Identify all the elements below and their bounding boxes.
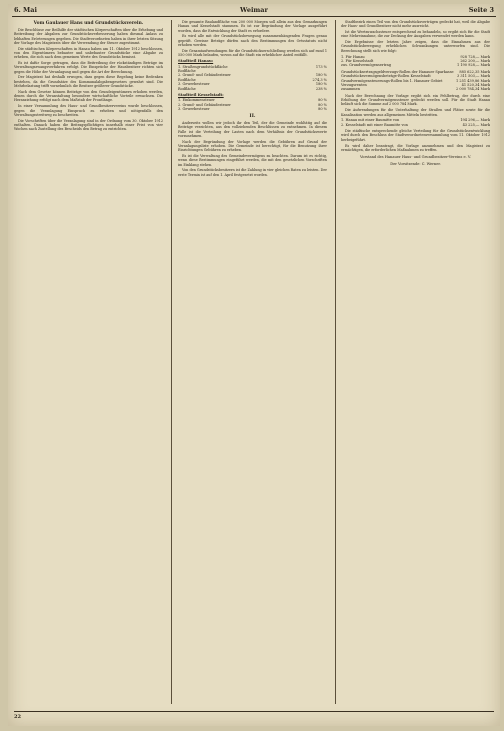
paragraph: Es ist dafür Sorge getragen, dass die Beitreibung der rückständigen Beträge im Verwaltungszwangsverfahren erfolgt. Die Einsprüche der Hausbesitzer richten sich gegen die Höhe der Veranlagung und gegen die Art der Berechnung. — [14, 61, 163, 74]
row-value: 80 % — [318, 107, 327, 112]
row-value: 274,3 % — [312, 77, 327, 82]
row-value: 2 000 784,34 Mark — [456, 87, 490, 92]
row-label: 1. Hanau mit einer Baumitte von — [341, 118, 400, 123]
column-divider — [171, 20, 172, 704]
page-footer — [14, 711, 494, 722]
paragraph: Der Magistrat hat deshalb erwogen, dass gegen diese Regelung keine Bedenken bestehen, da die Grundsätze des Kommunalabgabengesetzes gewahrt sind. Die Mehrbelastung trifft vornehmlich die Besitzer größerer Grundstücke. — [14, 75, 163, 89]
table-row — [341, 87, 490, 91]
column-2 — [178, 20, 327, 704]
row-label: Grundstücksvermögensbeträge-Rollen Kesselstadt — [341, 74, 431, 79]
table-row — [341, 123, 490, 127]
header-title: Weimar — [240, 6, 268, 14]
paragraph: Die Ergebnisse der letzten Jahre zeigen, dass die Einnahmen aus der Grundstücksbewegung erheblichen Schwankungen unterworfen sind. Die Berechnung stellt sich wie folgt: — [341, 40, 490, 53]
paragraph: Die Beschlüsse zur Beilhilfe der städtischen Körperschaften über die Erhebung und Beitreibung der Abgaben zur Grundstücksverbesserung haben diesmal Anlass zu lebhaften Erörterungen gegeben. Die Stadtverordneten haben in ihrer letzten Sitzung der Vorlage des Magistrats über die Verwendung der Steuer zugestimmt. — [14, 28, 163, 45]
paragraph: Die städtische entsprechende gleiche Verteilung für die Grundstücksentwicklung wird durch den Beschluss der Stadtverordnetenversammlung vom 11. Oktober 1912 herbeigeführt. — [341, 129, 490, 142]
table-row — [178, 107, 327, 111]
revenue-table — [341, 55, 490, 68]
row-label: 2. Für Kesselstadt — [341, 58, 374, 63]
header-rule — [12, 16, 496, 17]
article-heading: Vom Gaulauer Hans und Grundstücksverein. — [33, 21, 144, 26]
paragraph: Es wird alle mit der Grundstücksbewegung zusammenhängenden Fragen genau geprüft. Gewisse Beträge dürfen nach den Bestimmungen des Ortsstatuts nicht erhoben werden. — [178, 34, 327, 47]
row-label: 3. Gewerbesteuer — [178, 107, 210, 112]
paragraph: Von den Grundstücksbesitzern ist die Zahlung in vier gleichen Raten zu leisten. Der erste Termin ist auf den 1. April festgesetzt worden. — [178, 168, 327, 177]
header-page-number: Seite 3 — [468, 6, 494, 14]
row-label: 3. Gewerbesteuer — [178, 82, 210, 87]
table-title: Stadtteil Hanau: — [178, 58, 214, 64]
district-table — [341, 118, 490, 127]
row-label: 2. Grund- und Gebäudesteuer — [178, 102, 231, 107]
paragraph: Stadtbezirk einen Teil von den Grundstücksverträgen gedeckt hat, weil die Abgabe der Haus- und Grundbesitzer nicht mehr ausreicht. — [341, 20, 490, 29]
row-label: Grundvermögensteuerungs-Rollen bis 1. Hanauer Gebiet — [341, 78, 443, 83]
row-value: 1 251 439,86 Mark — [456, 78, 490, 83]
column-divider — [335, 20, 336, 704]
row-value: 80 % — [318, 102, 327, 107]
paragraph: Nach dem Gesetze können Beiträge von den Grundeigentümern erhoben werden, denen durch die Veranstaltung besondere wirtschaftliche Vorteile erwachsen. Die Heranziehung erfolgt nach dem Maßstab der Frontlänge. — [14, 89, 163, 103]
table-title: Stadtteil Kesselstadt: — [178, 92, 224, 98]
row-label: Rodfläche — [178, 86, 196, 91]
row-value: 180 % — [315, 82, 327, 87]
row-label: Rodfläche — [178, 69, 196, 74]
row-label: 1. Einkommensteuer — [178, 98, 215, 103]
paragraph: Die Aufwendungen für die Unterhaltung der Straßen und Plätze sowie für die Kanalisation werden aus allgemeinen Mitteln bestritten. — [341, 108, 490, 117]
row-value: 1 190 928,— Mark — [456, 63, 490, 68]
row-label: zus. Grundvermögensertrag — [341, 63, 391, 68]
tax-rate-table-kesselstadt — [178, 98, 327, 111]
paragraph: In einer Versammlung des Haus- und Grundbesitzervereins wurde beschlossen, gegen die Veranlagung Einspruch zu erheben und nötigenfalls den Verwaltungsstreitweg zu beschreiten. — [14, 104, 163, 117]
row-label: 2. Kesselstadt mit einer Baumitte von — [341, 122, 408, 127]
row-value: 3 311 503,— Mark — [456, 74, 490, 79]
row-label: Rodfläche — [178, 77, 196, 82]
column-1 — [14, 20, 163, 704]
row-value: 885 622,35 Mark — [459, 69, 490, 74]
paragraph: Ist die Wertzuwachssteuer entsprechend zu behandeln, so ergibt sich für die Stadt eine Mehreinnahme, die zur Deckung der Ausgaben verwendet werden kann. — [341, 30, 490, 39]
row-value: 173 % — [315, 64, 327, 69]
paragraph: Die Vorschriften über die Veranlagung sind in der Ordnung vom 30. Oktober 1912 enthalten. Danach haben die Beitragspflichtigen innerhalb einer Frist von vier Wochen nach Zustellung des Bescheids den Betrag zu entrichten. — [14, 118, 163, 132]
table-row — [341, 74, 490, 78]
footer-number: 22 — [14, 714, 21, 720]
row-label: Grundstücksertragsgeldverzugs-Rollen der Hanauer Sparkasse — [341, 69, 454, 74]
section-heading: II. — [249, 113, 256, 119]
paragraph: Es ist die Verwaltung des Gemeindevermögens zu beachten. Darum ist es richtig, wenn diese Bestimmungen eingeführt werden, die mit den gesetzlichen Vorschriften im Einklang stehen. — [178, 154, 327, 167]
property-value-table — [341, 70, 490, 92]
row-label: Verzugsrenten — [341, 83, 367, 88]
paragraph: Nach der Begründung der Vorlage werden die Gebühren auf Grund der Veranlagungsliste erhoben. Die Gemeinde ist berechtigt, für die Benutzung ihrer Einrichtungen Gebühren zu erheben. — [178, 139, 327, 153]
row-value: 262 200,— Mark — [460, 58, 490, 63]
row-value: 43 225,— Mark — [462, 122, 490, 127]
row-value: 180 % — [315, 73, 327, 78]
row-value: 80 % — [318, 98, 327, 103]
paragraph: Die gesamte Baulandfläche von 200 000 Morgen soll allein aus den Gemarkungen Hanau und Kesselstadt stammen. Es ist zur Begründung der Vorlage ausgeführt worden, dass die Entwicklung der Stadt es erfordere. — [178, 20, 327, 33]
paragraph: Die Gesamtaufwendungen für die Grundstückserschließung werden sich auf rund 1 550 000 Mark belaufen, wovon auf die Stadt ein erheblicher Anteil entfällt. — [178, 48, 327, 58]
paragraph: Es wird daher beantragt, die Vorlage anzunehmen und den Magistrat zu ermächtigen, die erforderlichen Maßnahmen zu treffen. — [341, 143, 490, 152]
paragraph: Nach der Berechnung der Vorlage ergibt sich ein Fehlbetrag, der durch eine Erhöhung der Grundvermögenssteuer gedeckt werden soll. Für die Stadt Hanau beläuft sich die Summe auf 2 000 784 Mark. — [341, 93, 490, 107]
header-date: 6. Mai — [14, 6, 37, 14]
row-label: 1. Straßengrundstückfläche — [178, 64, 228, 69]
row-value: 41 520,34 Mark — [461, 83, 490, 88]
row-label: zusammen — [341, 87, 360, 92]
newspaper-page — [8, 4, 500, 726]
table-row — [178, 87, 327, 91]
row-value: 238 % — [315, 86, 327, 91]
row-value: 928 728,— Mark — [460, 54, 490, 59]
tax-rate-table-hanau — [178, 65, 327, 91]
row-label: 2. Grund- und Gebäudesteuer — [178, 73, 231, 78]
page-header — [14, 6, 494, 16]
row-label: 1. Für Hanau — [341, 54, 365, 59]
paragraph: Anderseits wollen wir jedoch ihr den Teil, der die Gemeinde wohltätig auf die Beiträge verzichten, aus den vollziehenden Beschlüssen zu entnehmen. In diesem Falle ist die Verteilung der Lasten nach dem Verhältnis der Grundstückswerte vorzunehmen. — [178, 120, 327, 138]
paragraph: Die städtischen Körperschaften in Hanau haben am 11. Oktober 1912 beschlossen, von den Eigentümern bebauter und unbebauter Grundstücke eine Abgabe zu erheben, die sich nach dem gemeinen Werte des Grundstücks bemisst. — [14, 46, 163, 60]
table-row — [341, 63, 490, 67]
column-3 — [341, 20, 490, 704]
signature-line: Vorstand des Hanauer Haus- und Grundbesitzer-Vereins e. V. — [360, 155, 471, 160]
row-value: 194 296,— Mark — [460, 118, 490, 123]
signature-name: Der Vorsitzende: C. Werner. — [390, 162, 441, 167]
